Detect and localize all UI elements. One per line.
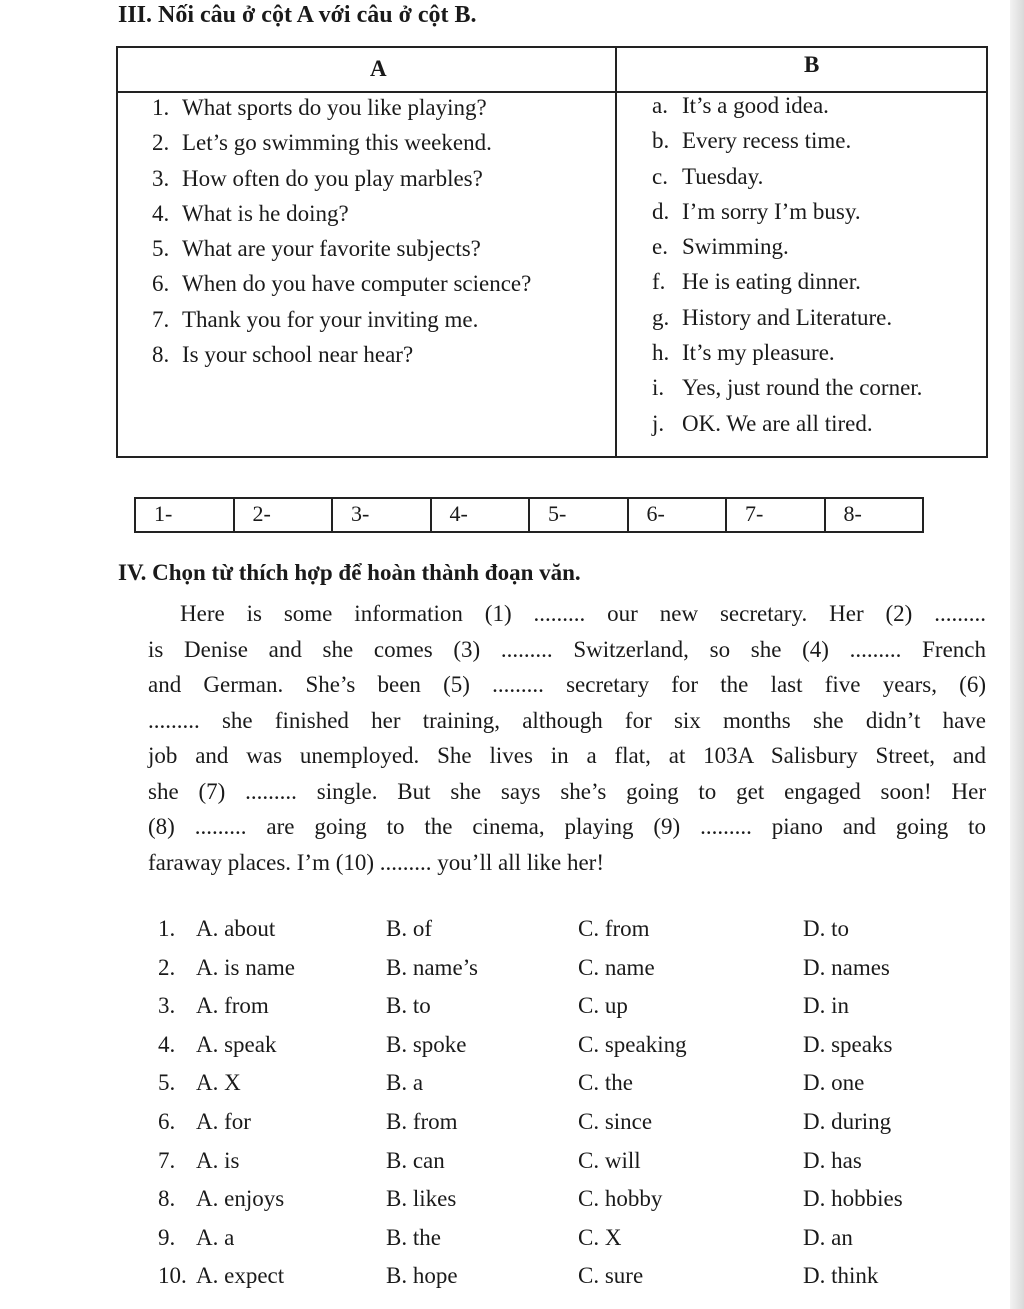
item-number: 6. — [152, 271, 170, 297]
option-b[interactable]: B. can — [386, 1147, 445, 1173]
passage-line: Here is some information (1) ......... our new secretary. Her (2) ......... — [180, 601, 986, 626]
item-text: When do you have computer science? — [182, 271, 532, 297]
option-b[interactable]: B. the — [386, 1224, 441, 1250]
option-c[interactable]: C. sure — [578, 1263, 644, 1289]
question-number: 1. — [158, 916, 176, 941]
option-a[interactable]: A. a — [196, 1224, 235, 1250]
item-text: It’s a good idea. — [682, 93, 829, 118]
option-a[interactable]: A. is — [196, 1147, 240, 1173]
item-text: What sports do you like playing? — [182, 95, 487, 120]
item-number: 1. — [152, 95, 170, 120]
item-letter: e. — [652, 234, 668, 260]
item-text: He is eating dinner. — [682, 269, 861, 295]
option-d[interactable]: D. hobbies — [803, 1186, 903, 1212]
item-letter: j. — [652, 410, 665, 436]
question-number: 10. — [158, 1263, 187, 1289]
column-a-item — [152, 125, 531, 160]
passage-line: job and was unemployed. She lives in a flat, at 103A Salisbury Street, and — [148, 743, 986, 768]
column-a-item — [152, 231, 531, 266]
column-a-item — [152, 337, 531, 372]
item-letter: d. — [652, 198, 670, 224]
column-a-header: A — [370, 56, 387, 81]
option-a[interactable]: A. for — [196, 1108, 251, 1134]
answer-cell[interactable]: 4- — [432, 499, 531, 531]
option-c[interactable]: C. since — [578, 1108, 653, 1134]
option-a[interactable]: A. speak — [196, 1031, 277, 1057]
item-text: What is he doing? — [182, 200, 349, 226]
option-c[interactable]: C. from — [578, 916, 650, 941]
question-number: 9. — [158, 1224, 176, 1250]
option-a[interactable]: A. expect — [196, 1263, 285, 1289]
item-text: Swimming. — [682, 234, 789, 260]
item-letter: g. — [652, 304, 670, 330]
answer-cell[interactable]: 1- — [136, 499, 235, 531]
item-letter: b. — [652, 128, 670, 154]
answer-row — [134, 497, 924, 533]
option-b[interactable]: B. of — [386, 916, 432, 941]
option-b[interactable]: B. spoke — [386, 1031, 467, 1057]
column-b-item — [652, 300, 922, 335]
option-a[interactable]: A. X — [196, 1070, 241, 1096]
page-edge — [1010, 0, 1024, 1309]
option-d[interactable]: D. in — [803, 993, 849, 1019]
question-number: 7. — [158, 1147, 176, 1173]
item-text: What are your favorite subjects? — [182, 236, 481, 262]
option-d[interactable]: D. an — [803, 1224, 853, 1250]
item-text: History and Literature. — [682, 304, 893, 330]
column-a-item — [152, 266, 531, 301]
option-d[interactable]: D. to — [803, 916, 849, 941]
item-number: 5. — [152, 236, 170, 262]
option-c[interactable]: C. will — [578, 1147, 641, 1173]
item-number: 3. — [152, 165, 170, 191]
option-b[interactable]: B. to — [386, 993, 431, 1019]
passage-line: she (7) ......... single. But she says she’s going to get engaged soon! Her — [148, 778, 986, 804]
option-c[interactable]: C. up — [578, 993, 628, 1019]
option-a[interactable]: A. enjoys — [196, 1186, 285, 1212]
item-number: 4. — [152, 200, 170, 226]
column-a-item — [152, 196, 531, 231]
question-number: 3. — [158, 993, 176, 1019]
passage-line: (8) ......... are going to the cinema, playing (9) ......... piano and going to — [148, 814, 986, 839]
column-b-header: B — [804, 52, 820, 77]
option-d[interactable]: D. during — [803, 1108, 892, 1134]
column-a-list — [152, 90, 531, 372]
answer-cell[interactable]: 7- — [727, 499, 826, 531]
option-c[interactable]: C. speaking — [578, 1031, 687, 1057]
column-b-item — [652, 335, 922, 370]
option-d[interactable]: D. speaks — [803, 1031, 893, 1057]
item-text: Let’s go swimming this weekend. — [182, 130, 492, 156]
answer-cell[interactable]: 5- — [530, 499, 629, 531]
option-b[interactable]: B. from — [386, 1108, 458, 1134]
question-number: 2. — [158, 954, 176, 980]
question-number: 8. — [158, 1186, 176, 1212]
passage-line: faraway places. I’m (10) ......... you’ll all like her! — [148, 849, 604, 875]
option-d[interactable]: D. one — [803, 1070, 865, 1096]
option-d[interactable]: D. has — [803, 1147, 862, 1173]
item-letter: c. — [652, 163, 668, 189]
answer-cell[interactable]: 6- — [629, 499, 728, 531]
item-letter: h. — [652, 340, 670, 366]
item-letter: f. — [652, 269, 666, 295]
answer-cell[interactable]: 8- — [843, 501, 862, 526]
option-b[interactable]: B. a — [386, 1070, 424, 1096]
option-c[interactable]: C. the — [578, 1070, 633, 1096]
column-b-item — [652, 88, 922, 123]
answer-cell[interactable]: 2- — [235, 499, 334, 531]
column-b-item — [652, 370, 922, 405]
item-letter: i. — [652, 375, 665, 401]
option-c[interactable]: C. X — [578, 1224, 622, 1250]
item-text: How often do you play marbles? — [182, 165, 483, 191]
option-a[interactable]: A. about — [196, 916, 276, 941]
item-text: Tuesday. — [682, 163, 764, 189]
option-b[interactable]: B. likes — [386, 1186, 457, 1212]
question-number: 6. — [158, 1108, 176, 1134]
item-text: OK. We are all tired. — [682, 410, 873, 436]
item-letter: a. — [652, 93, 668, 118]
column-a-item — [152, 302, 531, 337]
option-d[interactable]: D. names — [803, 954, 890, 980]
item-text: It’s my pleasure. — [682, 340, 835, 366]
question-number: 5. — [158, 1070, 176, 1096]
section-4-title: IV. Chọn từ thích hợp để hoàn thành đoạn văn. — [118, 560, 581, 585]
passage-line: is Denise and she comes (3) ......... Switzerland, so she (4) ......... French — [148, 636, 986, 662]
column-a-item — [152, 90, 531, 125]
column-b-list — [652, 88, 922, 441]
item-number: 7. — [152, 306, 170, 332]
passage-line: and German. She’s been (5) ......... secretary for the last five years, (6) — [148, 672, 986, 697]
option-c[interactable]: C. hobby — [578, 1186, 663, 1212]
column-b-item — [652, 194, 922, 229]
item-text: Is your school near hear? — [182, 342, 414, 368]
column-b-item — [652, 229, 922, 264]
item-text: Thank you for your inviting me. — [182, 306, 479, 332]
column-b-item — [652, 123, 922, 158]
question-number: 4. — [158, 1031, 176, 1057]
item-number: 8. — [152, 342, 170, 368]
column-a-item — [152, 161, 531, 196]
item-text: Yes, just round the corner. — [682, 375, 923, 401]
column-b-item — [652, 264, 922, 299]
option-c[interactable]: C. name — [578, 954, 655, 980]
option-a[interactable]: A. from — [196, 993, 269, 1019]
passage-line: ......... she finished her training, although for six months she didn’t have — [148, 707, 986, 733]
item-text: Every recess time. — [682, 128, 852, 154]
column-b-item — [652, 159, 922, 194]
option-a[interactable]: A. is name — [196, 954, 296, 980]
item-text: I’m sorry I’m busy. — [682, 198, 861, 224]
option-b[interactable]: B. name’s — [386, 954, 478, 980]
section-3-title: III. Nối câu ở cột A với câu ở cột B. — [118, 2, 477, 28]
option-b[interactable]: B. hope — [386, 1263, 458, 1289]
option-d[interactable]: D. think — [803, 1263, 879, 1289]
item-number: 2. — [152, 130, 170, 156]
column-divider — [615, 48, 617, 456]
column-b-item — [652, 406, 922, 441]
cloze-passage — [148, 596, 986, 880]
answer-cell[interactable]: 3- — [333, 499, 432, 531]
